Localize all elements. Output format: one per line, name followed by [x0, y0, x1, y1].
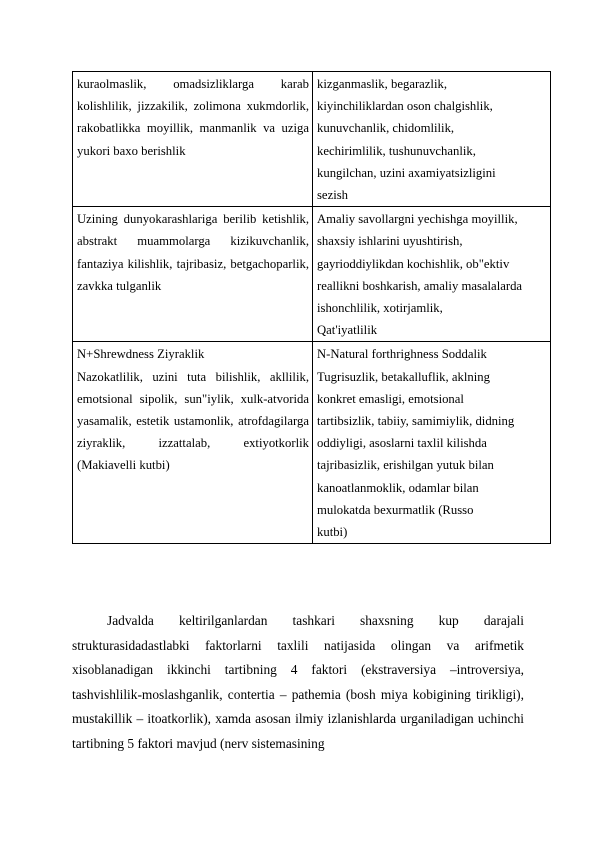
cell-line: tartibsizlik, tabiiy, samimiylik, didning — [317, 414, 515, 429]
cell-line: N-Natural forthrighness Soddalik — [317, 347, 487, 362]
cell-line: kutbi) — [317, 525, 348, 540]
traits-table — [72, 71, 551, 544]
cell-line: Amaliy savollargni yechishga moyillik, — [317, 212, 518, 227]
table-cell-left — [73, 342, 313, 544]
cell-line: gayrioddiylikdan kochishlik, ob"ektiv — [317, 256, 510, 271]
cell-line: sezish — [317, 188, 349, 203]
cell-line: reallikni boshkarish, amaliy masalalarda — [317, 278, 523, 293]
cell-line: ishonchlilik, xotirjamlik, — [317, 301, 443, 316]
cell-line: oddiyligi, asoslarni taxlil kilishda — [317, 436, 487, 451]
cell-line: kizganmaslik, begarazlik, — [317, 77, 447, 91]
cell-text — [317, 73, 547, 206]
cell-body: Nazokatlilik, uzini tuta bilishlik, akllilik, emotsional sipolik, sun"iylik, xulk-atvorida yasamalik, estetik ustamonlik, atrofdagilarga ziyraklik, izzattalab, extiyotkorlik (Makiavelli kutbi) — [77, 369, 309, 473]
table-cell-right — [313, 72, 551, 207]
cell-line: konkret emasligi, emotsional — [317, 391, 464, 406]
table-cell-right — [313, 207, 551, 342]
cell-heading: N+Shrewdness Ziyraklik — [77, 347, 205, 362]
cell-line: kiyinchiliklardan oson chalgishlik, — [317, 99, 493, 114]
body-paragraph: Jadvalda keltirilganlardan tashkari shaxsning kup darajali strukturasidadastlabki faktorlarni taxlili natijasida olingan va arifmetik xisoblanadigan ikkinchi tartibning 4 faktori (ekstraversiya –introversiya, tashvishlilik-moslashganlik, contertia – pathemia (bosh miya kobigining tirikligi), mustakillik – itoatkorlik), xamda asosan ilmiy izlanishlarda urganiladigan uchinchi tartibning 5 faktori mavjud (nerv sistemasining — [72, 613, 524, 751]
cell-line: mulokatda bexurmatlik (Russo — [317, 502, 474, 517]
table-row — [73, 72, 551, 207]
cell-line: shaxsiy ishlarini uyushtirish, — [317, 234, 463, 249]
cell-text — [77, 343, 309, 476]
cell-line: tajribasizlik, erishilgan yutuk bilan — [317, 458, 494, 473]
cell-text — [317, 343, 547, 543]
table-row — [73, 207, 551, 342]
cell-line: Tugrisuzlik, betakalluflik, aklning — [317, 369, 490, 384]
cell-line: kunuvchanlik, chidomlilik, — [317, 121, 455, 136]
cell-text: Uzining dunyokarashlariga berilib ketishlik, abstrakt muammolarga kizikuvchanlik, fantaziya kilishlik, tajribasiz, betgachoparlik, zavkka tulganlik — [77, 212, 309, 293]
table-row — [73, 342, 551, 544]
table-cell-right — [313, 342, 551, 544]
cell-text: kuraolmaslik, omadsizliklarga karab kolishlilik, jizzakilik, zolimona xukmdorlik, rakobatlikka moyillik, manmanlik va uziga yukori baxo berishlik — [77, 77, 309, 158]
cell-line: kanoatlanmoklik, odamlar bilan — [317, 480, 479, 495]
cell-line: Qat'iyatlilik — [317, 323, 378, 338]
table-cell-left — [73, 207, 313, 342]
cell-line: kungilchan, uzini axamiyatsizligini — [317, 165, 496, 180]
cell-text — [317, 208, 547, 341]
cell-line: kechirimlilik, tushunuvchanlik, — [317, 143, 476, 158]
table-cell-left — [73, 72, 313, 207]
